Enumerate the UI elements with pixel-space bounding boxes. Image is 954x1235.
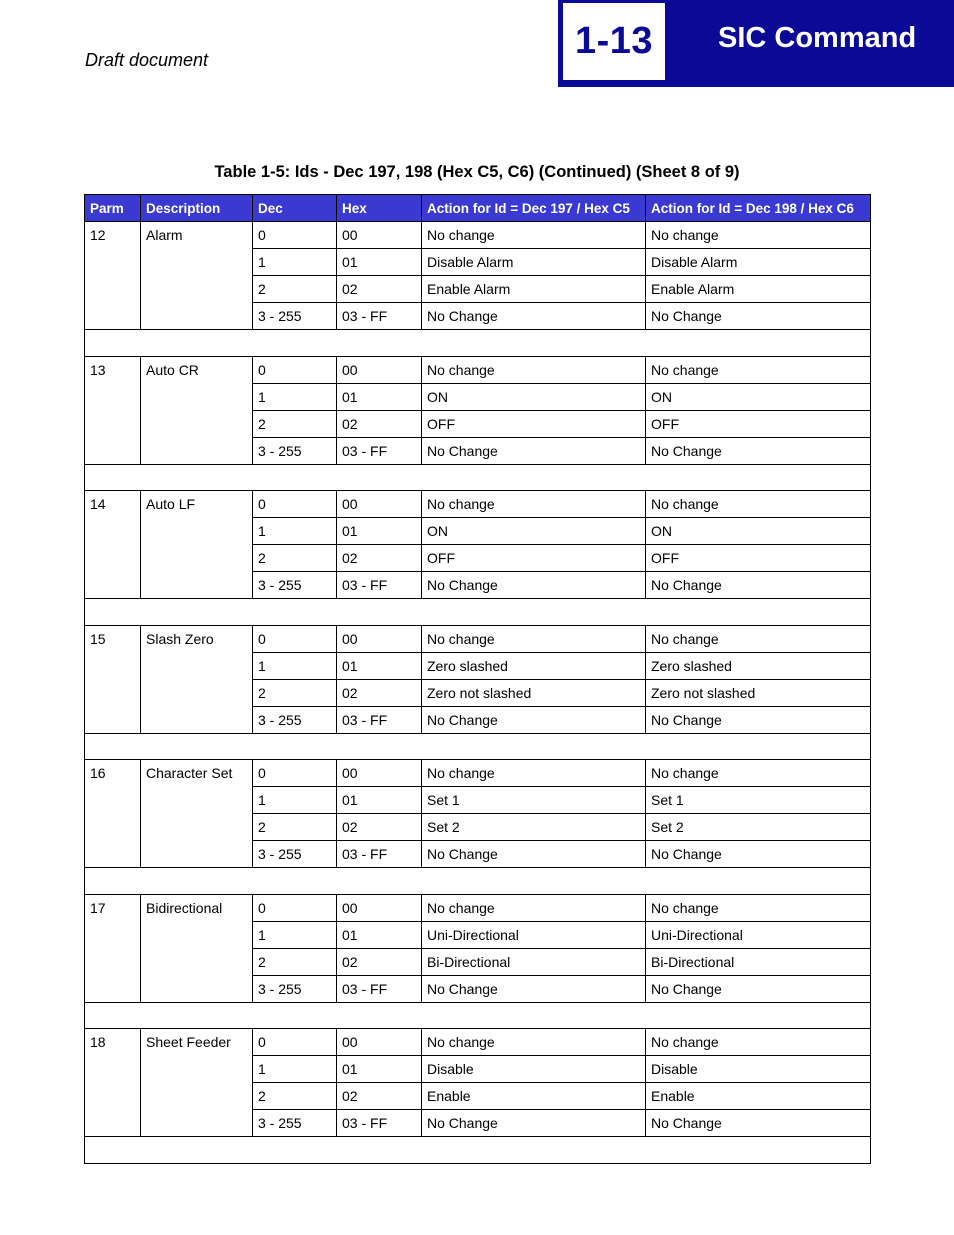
action-198-cell: Zero slashed — [646, 652, 871, 679]
dec-cell: 2 — [253, 679, 337, 706]
separator-cell — [85, 330, 871, 357]
hex-cell: 00 — [337, 894, 422, 921]
action-197-cell: No Change — [422, 572, 646, 599]
ids-table — [84, 194, 871, 1164]
hex-cell: 00 — [337, 356, 422, 383]
dec-cell: 3 - 255 — [253, 572, 337, 599]
action-198-cell: Uni-Directional — [646, 921, 871, 948]
hex-cell: 02 — [337, 948, 422, 975]
hex-cell: 03 - FF — [337, 572, 422, 599]
action-197-cell: Set 2 — [422, 814, 646, 841]
dec-cell: 0 — [253, 491, 337, 518]
hex-cell: 01 — [337, 518, 422, 545]
hex-cell: 03 - FF — [337, 1110, 422, 1137]
hex-cell: 03 - FF — [337, 437, 422, 464]
action-198-cell: Bi-Directional — [646, 948, 871, 975]
parm-cell: 12 — [85, 222, 141, 330]
table-row — [85, 356, 871, 383]
parm-cell: 18 — [85, 1029, 141, 1137]
parm-cell: 13 — [85, 356, 141, 464]
dec-cell: 2 — [253, 410, 337, 437]
separator-cell — [85, 1002, 871, 1029]
hex-cell: 03 - FF — [337, 303, 422, 330]
column-header-description: Description — [141, 195, 253, 222]
action-197-cell: Zero slashed — [422, 652, 646, 679]
hex-cell: 02 — [337, 545, 422, 572]
action-198-cell: Enable Alarm — [646, 276, 871, 303]
column-header-parm: Parm — [85, 195, 141, 222]
table-row — [85, 894, 871, 921]
dec-cell: 3 - 255 — [253, 841, 337, 868]
table-row — [85, 491, 871, 518]
parm-cell: 15 — [85, 625, 141, 733]
hex-cell: 02 — [337, 1083, 422, 1110]
action-198-cell: Set 1 — [646, 787, 871, 814]
action-197-cell: ON — [422, 383, 646, 410]
draft-label: Draft document — [85, 50, 209, 70]
dec-cell: 3 - 255 — [253, 1110, 337, 1137]
hex-cell: 00 — [337, 222, 422, 249]
hex-cell: 02 — [337, 276, 422, 303]
description-cell: Auto LF — [141, 491, 253, 599]
action-198-cell: No Change — [646, 841, 871, 868]
action-198-cell: Zero not slashed — [646, 679, 871, 706]
action-197-cell: No change — [422, 1029, 646, 1056]
action-197-cell: No change — [422, 222, 646, 249]
table-header-row — [85, 195, 871, 222]
table-row — [85, 760, 871, 787]
action-197-cell: Enable — [422, 1083, 646, 1110]
action-198-cell: Set 2 — [646, 814, 871, 841]
action-198-cell: No Change — [646, 706, 871, 733]
dec-cell: 0 — [253, 625, 337, 652]
parm-cell: 16 — [85, 760, 141, 868]
separator-cell — [85, 1137, 871, 1164]
table-caption: Table 1-5: Ids - Dec 197, 198 (Hex C5, C6) (Continued) (Sheet 8 of 9) — [214, 163, 740, 181]
action-198-cell: OFF — [646, 545, 871, 572]
dec-cell: 1 — [253, 787, 337, 814]
action-198-cell: No Change — [646, 437, 871, 464]
dec-cell: 2 — [253, 276, 337, 303]
hex-cell: 01 — [337, 652, 422, 679]
action-198-cell: Enable — [646, 1083, 871, 1110]
action-198-cell: No Change — [646, 975, 871, 1002]
dec-cell: 0 — [253, 356, 337, 383]
dec-cell: 1 — [253, 518, 337, 545]
table-row — [85, 1029, 871, 1056]
parm-cell: 17 — [85, 894, 141, 1002]
description-cell: Bidirectional — [141, 894, 253, 1002]
action-197-cell: No change — [422, 356, 646, 383]
action-198-cell: No Change — [646, 1110, 871, 1137]
hex-cell: 03 - FF — [337, 841, 422, 868]
description-cell: Slash Zero — [141, 625, 253, 733]
hex-cell: 02 — [337, 679, 422, 706]
table-row — [85, 222, 871, 249]
dec-cell: 1 — [253, 921, 337, 948]
action-197-cell: Enable Alarm — [422, 276, 646, 303]
dec-cell: 1 — [253, 383, 337, 410]
action-198-cell: Disable — [646, 1056, 871, 1083]
section-number-box — [563, 3, 665, 80]
action-198-cell: No change — [646, 491, 871, 518]
action-198-cell: OFF — [646, 410, 871, 437]
action-197-cell: No change — [422, 491, 646, 518]
separator-row — [85, 464, 871, 491]
action-197-cell: ON — [422, 518, 646, 545]
action-197-cell: No change — [422, 760, 646, 787]
dec-cell: 1 — [253, 652, 337, 679]
separator-row — [85, 1002, 871, 1029]
action-197-cell: No Change — [422, 975, 646, 1002]
action-197-cell: Set 1 — [422, 787, 646, 814]
action-198-cell: No change — [646, 894, 871, 921]
column-header-action-197: Action for Id = Dec 197 / Hex C5 — [422, 195, 646, 222]
action-197-cell: Zero not slashed — [422, 679, 646, 706]
separator-row — [85, 330, 871, 357]
table-row — [85, 625, 871, 652]
action-197-cell: Uni-Directional — [422, 921, 646, 948]
description-cell: Character Set — [141, 760, 253, 868]
column-header-dec: Dec — [253, 195, 337, 222]
action-198-cell: No Change — [646, 572, 871, 599]
dec-cell: 3 - 255 — [253, 437, 337, 464]
hex-cell: 03 - FF — [337, 975, 422, 1002]
separator-cell — [85, 868, 871, 895]
section-title: SIC Command — [718, 22, 917, 54]
separator-row — [85, 868, 871, 895]
action-197-cell: No change — [422, 894, 646, 921]
dec-cell: 3 - 255 — [253, 706, 337, 733]
action-198-cell: No change — [646, 356, 871, 383]
action-198-cell: ON — [646, 383, 871, 410]
separator-row — [85, 599, 871, 626]
description-cell: Alarm — [141, 222, 253, 330]
description-cell: Sheet Feeder — [141, 1029, 253, 1137]
hex-cell: 03 - FF — [337, 706, 422, 733]
separator-cell — [85, 733, 871, 760]
action-197-cell: OFF — [422, 545, 646, 572]
hex-cell: 02 — [337, 814, 422, 841]
separator-row — [85, 1137, 871, 1164]
dec-cell: 3 - 255 — [253, 303, 337, 330]
hex-cell: 01 — [337, 921, 422, 948]
action-197-cell: No Change — [422, 841, 646, 868]
action-197-cell: No change — [422, 625, 646, 652]
action-197-cell: No Change — [422, 303, 646, 330]
table-body — [85, 222, 871, 1164]
dec-cell: 1 — [253, 1056, 337, 1083]
action-198-cell: No change — [646, 1029, 871, 1056]
dec-cell: 2 — [253, 1083, 337, 1110]
column-header-action-198: Action for Id = Dec 198 / Hex C6 — [646, 195, 871, 222]
hex-cell: 01 — [337, 1056, 422, 1083]
dec-cell: 0 — [253, 894, 337, 921]
action-197-cell: No Change — [422, 706, 646, 733]
hex-cell: 02 — [337, 410, 422, 437]
action-197-cell: OFF — [422, 410, 646, 437]
action-197-cell: No Change — [422, 1110, 646, 1137]
dec-cell: 1 — [253, 249, 337, 276]
action-198-cell: No change — [646, 222, 871, 249]
separator-row — [85, 733, 871, 760]
hex-cell: 00 — [337, 491, 422, 518]
hex-cell: 00 — [337, 760, 422, 787]
dec-cell: 3 - 255 — [253, 975, 337, 1002]
action-197-cell: Disable Alarm — [422, 249, 646, 276]
dec-cell: 0 — [253, 222, 337, 249]
action-198-cell: ON — [646, 518, 871, 545]
section-tab — [558, 0, 954, 87]
action-198-cell: No change — [646, 625, 871, 652]
dec-cell: 2 — [253, 814, 337, 841]
action-197-cell: Disable — [422, 1056, 646, 1083]
hex-cell: 01 — [337, 249, 422, 276]
separator-cell — [85, 464, 871, 491]
dec-cell: 2 — [253, 948, 337, 975]
hex-cell: 00 — [337, 625, 422, 652]
hex-cell: 01 — [337, 787, 422, 814]
column-header-hex: Hex — [337, 195, 422, 222]
dec-cell: 0 — [253, 1029, 337, 1056]
separator-cell — [85, 599, 871, 626]
description-cell: Auto CR — [141, 356, 253, 464]
hex-cell: 00 — [337, 1029, 422, 1056]
action-197-cell: No Change — [422, 437, 646, 464]
section-number: 1-13 — [574, 20, 654, 62]
action-198-cell: No change — [646, 760, 871, 787]
action-197-cell: Bi-Directional — [422, 948, 646, 975]
dec-cell: 2 — [253, 545, 337, 572]
hex-cell: 01 — [337, 383, 422, 410]
action-198-cell: No Change — [646, 303, 871, 330]
dec-cell: 0 — [253, 760, 337, 787]
parm-cell: 14 — [85, 491, 141, 599]
action-198-cell: Disable Alarm — [646, 249, 871, 276]
